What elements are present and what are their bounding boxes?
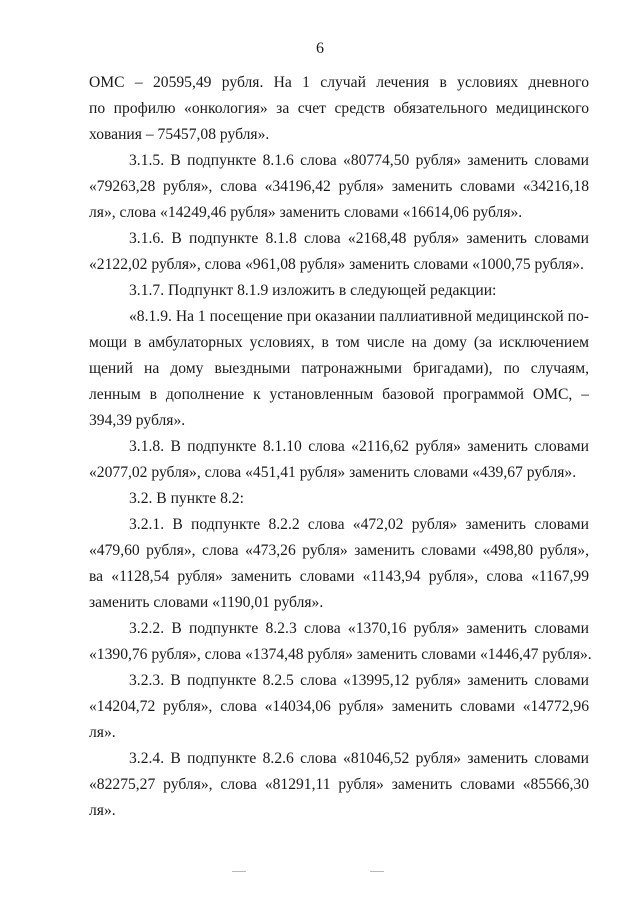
text-line: ля». (89, 802, 116, 819)
text-line: щений на дому выездными патронажными бригадами), по случаям, (89, 360, 589, 377)
text-line: ля». (89, 724, 116, 741)
text-line: 3.2.1. В подпункте 8.2.2 слова «472,02 рубля» заменить словами (129, 516, 589, 533)
text-line: «82275,27 рубля», слова «81291,11 рубля» заменить словами «85566,30 (89, 776, 589, 793)
text-line: 3.1.5. В подпункте 8.1.6 слова «80774,50 рубля» заменить словами (129, 152, 589, 169)
text-line: хования – 75457,08 рубля». (89, 126, 270, 143)
text-line: ля», слова «14249,46 рубля» заменить словами «16614,06 рубля». (89, 204, 523, 221)
text-line: мощи в амбулаторных условиях, в том числе на дому (за исключением (89, 334, 589, 351)
text-line: «2122,02 рубля», слова «961,08 рубля» заменить словами «1000,75 рубля». (89, 256, 584, 273)
text-line: заменить словами «1190,01 рубля». (89, 594, 324, 611)
text-line: 3.1.6. В подпункте 8.1.8 слова «2168,48 рубля» заменить словами (129, 230, 589, 247)
text-line: «79263,28 рубля», слова «34196,42 рубля» заменить словами «34216,18 (89, 178, 589, 195)
text-line: 3.1.8. В подпункте 8.1.10 слова «2116,62 рубля» заменить словами (129, 438, 589, 455)
text-line: 3.2.2. В подпункте 8.2.3 слова «1370,16 рубля» заменить словами (129, 620, 589, 637)
text-line: «1390,76 рубля», слова «1374,48 рубля» заменить словами «1446,47 рубля». (89, 646, 592, 663)
text-line: 394,39 рубля». (89, 412, 186, 429)
text-line: 3.2. В пункте 8.2: (129, 490, 244, 507)
scan-speck (370, 871, 384, 872)
text-line: ленным в дополнение к установленным базовой программой ОМС, – (89, 386, 589, 403)
text-line: «14204,72 рубля», слова «14034,06 рубля» заменить словами «14772,96 (89, 698, 589, 715)
text-line: «479,60 рубля», слова «473,26 рубля» заменить словами «498,80 рубля», (89, 542, 589, 559)
text-line: ОМС – 20595,49 рубля. На 1 случай лечения в условиях дневного (89, 74, 589, 91)
text-line: «2077,02 рубля», слова «451,41 рубля» заменить словами «439,67 рубля». (89, 464, 577, 481)
text-line: 3.1.7. Подпункт 8.1.9 изложить в следующей редакции: (129, 282, 497, 299)
text-line: 3.2.4. В подпункте 8.2.6 слова «81046,52 рубля» заменить словами (129, 750, 589, 767)
text-line: «8.1.9. На 1 посещение при оказании паллиативной медицинской по- (129, 308, 589, 325)
page-number: 6 (316, 40, 324, 57)
text-line: ва «1128,54 рубля» заменить словами «1143,94 рубля», слова «1167,99 (89, 568, 589, 585)
text-line: по профилю «онкология» за счет средств обязательного медицинского (89, 100, 589, 117)
scan-speck (232, 871, 246, 872)
text-line: 3.2.3. В подпункте 8.2.5 слова «13995,12 рубля» заменить словами (129, 672, 589, 689)
